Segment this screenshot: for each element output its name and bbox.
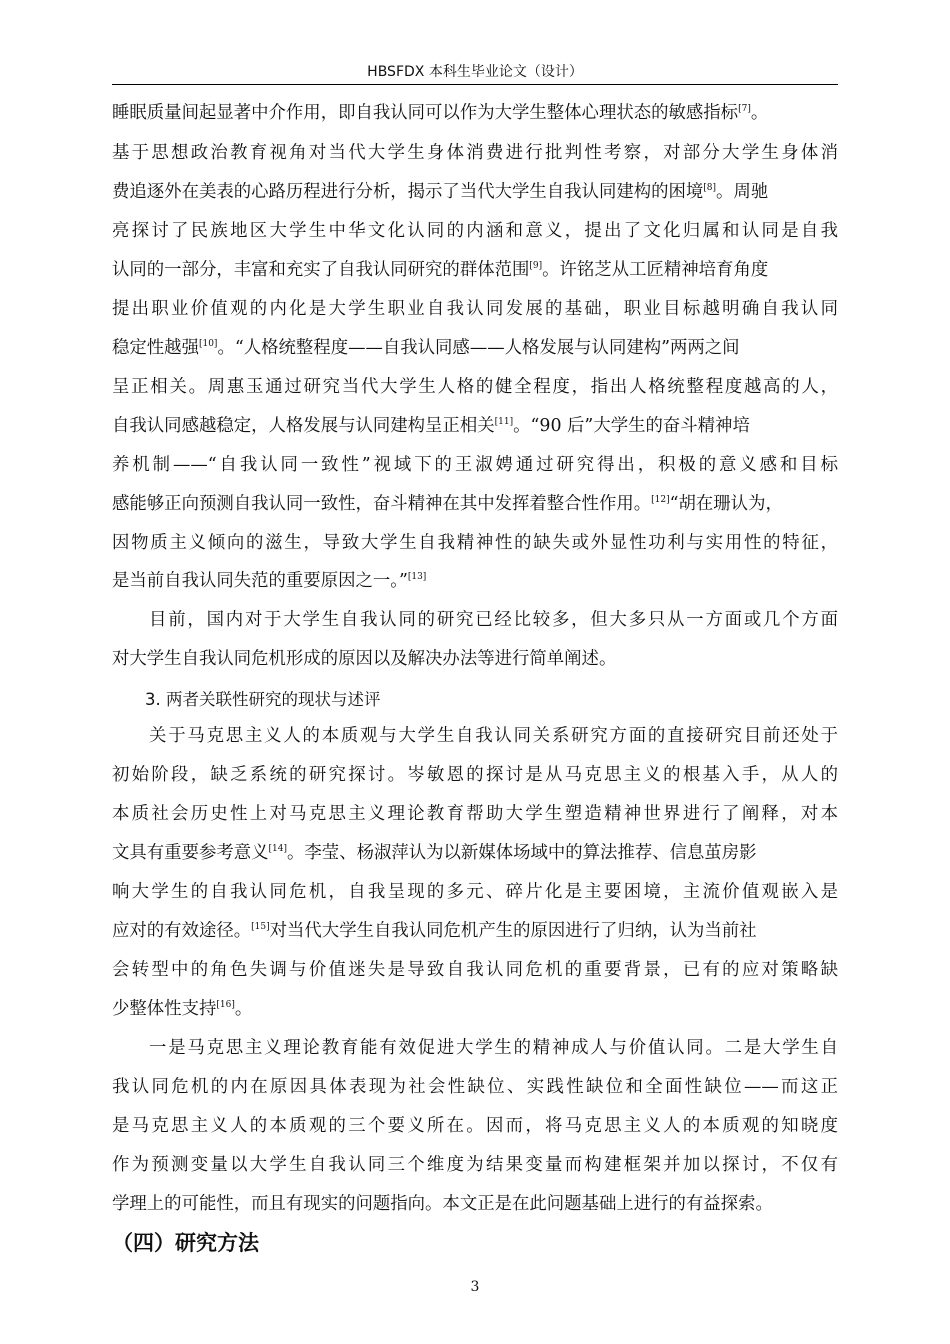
text-line: 应对的有效途径。[15]对当代大学生自我认同危机产生的原因进行了归纳，认为当前社 xyxy=(112,921,757,941)
citation: [13] xyxy=(407,572,427,582)
text-line: 是马克思主义人的本质观的三个要义所在。因而，将马克思主义人的本质观的知晓度 xyxy=(112,1116,838,1136)
text-line: 对大学生自我认同危机形成的原因以及解决办法等进行简单阐述。 xyxy=(112,649,617,669)
header-rule xyxy=(112,84,838,85)
text-line: 提出职业价值观的内化是大学生职业自我认同发展的基础，职业目标越明确自我认同 xyxy=(112,299,838,319)
citation: [15] xyxy=(251,922,270,932)
text-line: 稳定性越强[10]。“人格统整程度——自我认同感——人格发展与认同建构”两两之间 xyxy=(112,338,740,358)
subsection-heading: 3. 两者关联性研究的现状与述评 xyxy=(145,690,381,709)
text-line: 少整体性支持[16]。 xyxy=(112,999,253,1019)
text-line: 初始阶段，缺乏系统的研究探讨。岑敏恩的探讨是从马克思主义的根基入手，从人的 xyxy=(112,765,838,785)
page-header: HBSFDX 本科生毕业论文（设计） xyxy=(367,64,583,80)
text-line: 基于思想政治教育视角对当代大学生身体消费进行批判性考察，对部分大学生身体消 xyxy=(112,143,838,163)
text-line: 呈正相关。周惠玉通过研究当代大学生人格的健全程度，指出人格统整程度越高的人， xyxy=(112,377,838,397)
citation: [16] xyxy=(216,1000,235,1010)
text-line: 认同的一部分，丰富和充实了自我认同研究的群体范围[9]。许铭芝从工匠精神培育角度 xyxy=(112,260,769,280)
text-line: 响大学生的自我认同危机，自我呈现的多元、碎片化是主要困境，主流价值观嵌入是 xyxy=(112,882,838,902)
text-line: 是当前自我认同失范的重要原因之一。”[13] xyxy=(112,571,427,591)
citation: [11] xyxy=(494,417,514,427)
citation: [7] xyxy=(738,104,751,114)
text-line: 本质社会历史性上对马克思主义理论教育帮助大学生塑造精神世界进行了阐释，对本 xyxy=(112,804,838,824)
text-line: 目前，国内对于大学生自我认同的研究已经比较多，但大多只从一方面或几个方面 xyxy=(149,610,838,630)
text-line: 一是马克思主义理论教育能有效促进大学生的精神成人与价值认同。二是大学生自 xyxy=(149,1038,838,1058)
citation: [12] xyxy=(651,495,670,505)
citation: [8] xyxy=(703,183,717,193)
text-line: 会转型中的角色失调与价值迷失是导致自我认同危机的重要背景，已有的应对策略缺 xyxy=(112,960,838,980)
citation: [14] xyxy=(268,844,288,854)
text-line: 睡眠质量间起显著中介作用，即自我认同可以作为大学生整体心理状态的敏感指标[7]。 xyxy=(112,103,769,123)
text-line: 因物质主义倾向的滋生，导致大学生自我精神性的缺失或外显性功利与实用性的特征， xyxy=(112,533,838,553)
section-heading: （四）研究方法 xyxy=(112,1231,259,1255)
text-line: 关于马克思主义人的本质观与大学生自我认同关系研究方面的直接研究目前还处于 xyxy=(149,726,838,746)
text-line: 我认同危机的内在原因具体表现为社会性缺位、实践性缺位和全面性缺位——而这正 xyxy=(112,1077,838,1097)
text-line: 费追逐外在美表的心路历程进行分析，揭示了当代大学生自我认同建构的困境[8]。周驰 xyxy=(112,182,769,202)
text-line: 亮探讨了民族地区大学生中华文化认同的内涵和意义，提出了文化归属和认同是自我 xyxy=(112,221,838,241)
text-line: 文具有重要参考意义[14]。李莹、杨淑萍认为以新媒体场域中的算法推荐、信息茧房影 xyxy=(112,843,757,863)
citation: [9] xyxy=(529,261,543,271)
text-line: 学理上的可能性，而且有现实的问题指向。本文正是在此问题基础上进行的有益探索。 xyxy=(112,1194,773,1214)
page-number: 3 xyxy=(470,1279,480,1295)
text-line: 养机制——“自我认同一致性”视域下的王淑娉通过研究得出，积极的意义感和目标 xyxy=(112,455,838,475)
text-line: 感能够正向预测自我认同一致性，奋斗精神在其中发挥着整合性作用。[12]“胡在珊认为， xyxy=(112,494,783,514)
text-line: 自我认同感越稳定，人格发展与认同建构呈正相关[11]。“90 后”大学生的奋斗精神培 xyxy=(112,416,750,436)
citation: [10] xyxy=(198,339,218,349)
text-line: 作为预测变量以大学生自我认同三个维度为结果变量而构建框架并加以探讨，不仅有 xyxy=(112,1155,838,1175)
